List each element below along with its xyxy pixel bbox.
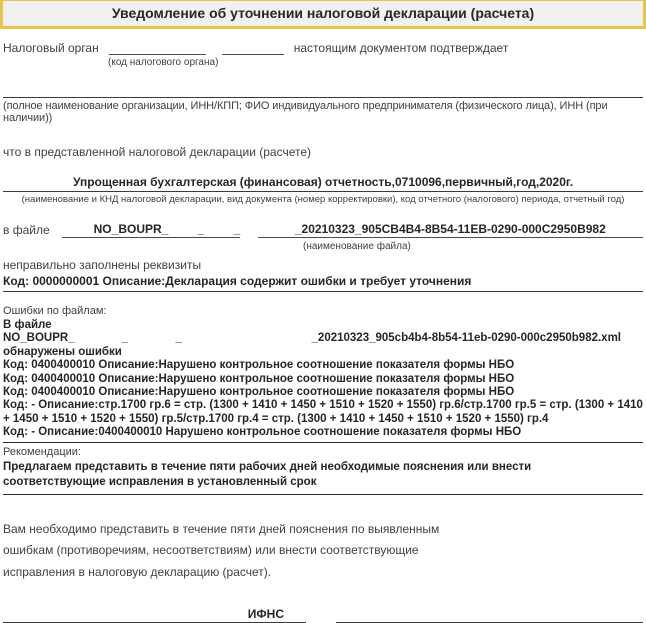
error-code-line: Код: 0400400010 Описание:Нарушено контрольное соотношение показателя формы НБО [3, 359, 515, 372]
declaration-caption: (наименование и КНД налоговой декларации, вид документа (номер корректировки), код отчетного (налогового) периода, отчетный год) [21, 194, 625, 205]
file-name-suffix: _20210323_905CB4B4-8B54-11EB-0290-000C2950B982 [258, 222, 643, 238]
in-file-label: В файле [3, 319, 52, 331]
error-code-list [3, 359, 643, 442]
error-file-suffix: _20210323_905cb4b4-8b54-11eb-0290-000c2950b982.xml [311, 332, 621, 345]
file-label: в файле [3, 223, 50, 237]
signature-blank-line [336, 608, 643, 623]
declaration-value: Упрощенная бухгалтерская (финансовая) отчетность,0710096,первичный,год,2020г. [72, 175, 574, 189]
statement-intro: что в представленной налоговой декларации (расчете) [3, 145, 312, 159]
document-title: Уведомление об уточнении налоговой декларации (расчета) [111, 5, 535, 21]
confirmation-text: настоящим документом подтверждает [293, 41, 509, 55]
signature-authority-line [3, 607, 306, 623]
file-name-row [3, 222, 643, 238]
invalid-fields-text: неправильно заполнены реквизиты [3, 258, 202, 272]
file-errors-heading: Ошибки по файлам: [3, 305, 107, 317]
organization-caption: (полное наименование организации, ИНН/КПП; ФИО индивидуального предпринимателя (физического лица), ИНН (при наличии)) [3, 100, 608, 124]
recommendations-text: Предлагаем представить в течение пяти рабочих дней необходимые пояснения или внести соответствующие исправления в установленный срок [3, 460, 532, 488]
tax-authority-code-caption: (код налогового органа) [108, 57, 219, 68]
signature-authority-label: ИФНС [247, 607, 284, 622]
organization-name-blank [3, 76, 643, 98]
document-header [0, 0, 646, 29]
error-file-prefix: NO_BOUPR_ _ _ [3, 332, 182, 345]
tax-authority-code-blank [109, 41, 206, 55]
error-code-line: Код: 0400400010 Описание:Нарушено контрольное соотношение показателя формы НБО [3, 372, 515, 385]
error-code-line: Код: 0400400010 Описание:Нарушено контрольное соотношение показателя формы НБО [3, 386, 515, 399]
file-name-caption: (наименование файла) [303, 241, 411, 252]
footer-note: Вам необходимо представить в течение пяти дней пояснения по выявленным ошибкам (противоречиям, несоответствиям) или внести соответствующие исправления в налоговую декларацию (расчет). [3, 521, 440, 579]
signature-row [3, 607, 643, 623]
tax-authority-label: Налоговый орган [3, 41, 99, 55]
errors-found-label: обнаружены ошибки [3, 345, 122, 358]
error-file-name-row [3, 332, 643, 345]
document-body [0, 41, 646, 623]
tax-authority-extra-blank [222, 41, 284, 55]
error-code-line: Код: - Описание:0400400010 Нарушено контрольное соотношение показателя формы НБО [3, 426, 522, 439]
file-name-prefix: NO_BOUPR_ _ _ [62, 222, 240, 238]
file-errors-block [3, 319, 643, 443]
recommendations-heading: Рекомендации: [3, 445, 81, 458]
error-code-line: Код: - Описание:стр.1700 гр.6 = стр. (1300 + 1410 + 1450 + 1510 + 1520 + 1550) гр.6/стр.1700 гр.5 = стр. (1300 + 1410 + 1450 + 1510 + 1520 + 1550) гр.5/стр.1700 гр.4 = стр. (1300 + 1410 + 1450 + 1510 + 1520 + 1550) гр.4 [3, 399, 643, 425]
tax-authority-row [3, 41, 643, 55]
main-error-code: Код: 0000000001 Описание:Декларация содержит ошибки и требует уточнения [3, 274, 643, 292]
recommendations-block [3, 460, 643, 495]
declaration-field [3, 175, 643, 192]
